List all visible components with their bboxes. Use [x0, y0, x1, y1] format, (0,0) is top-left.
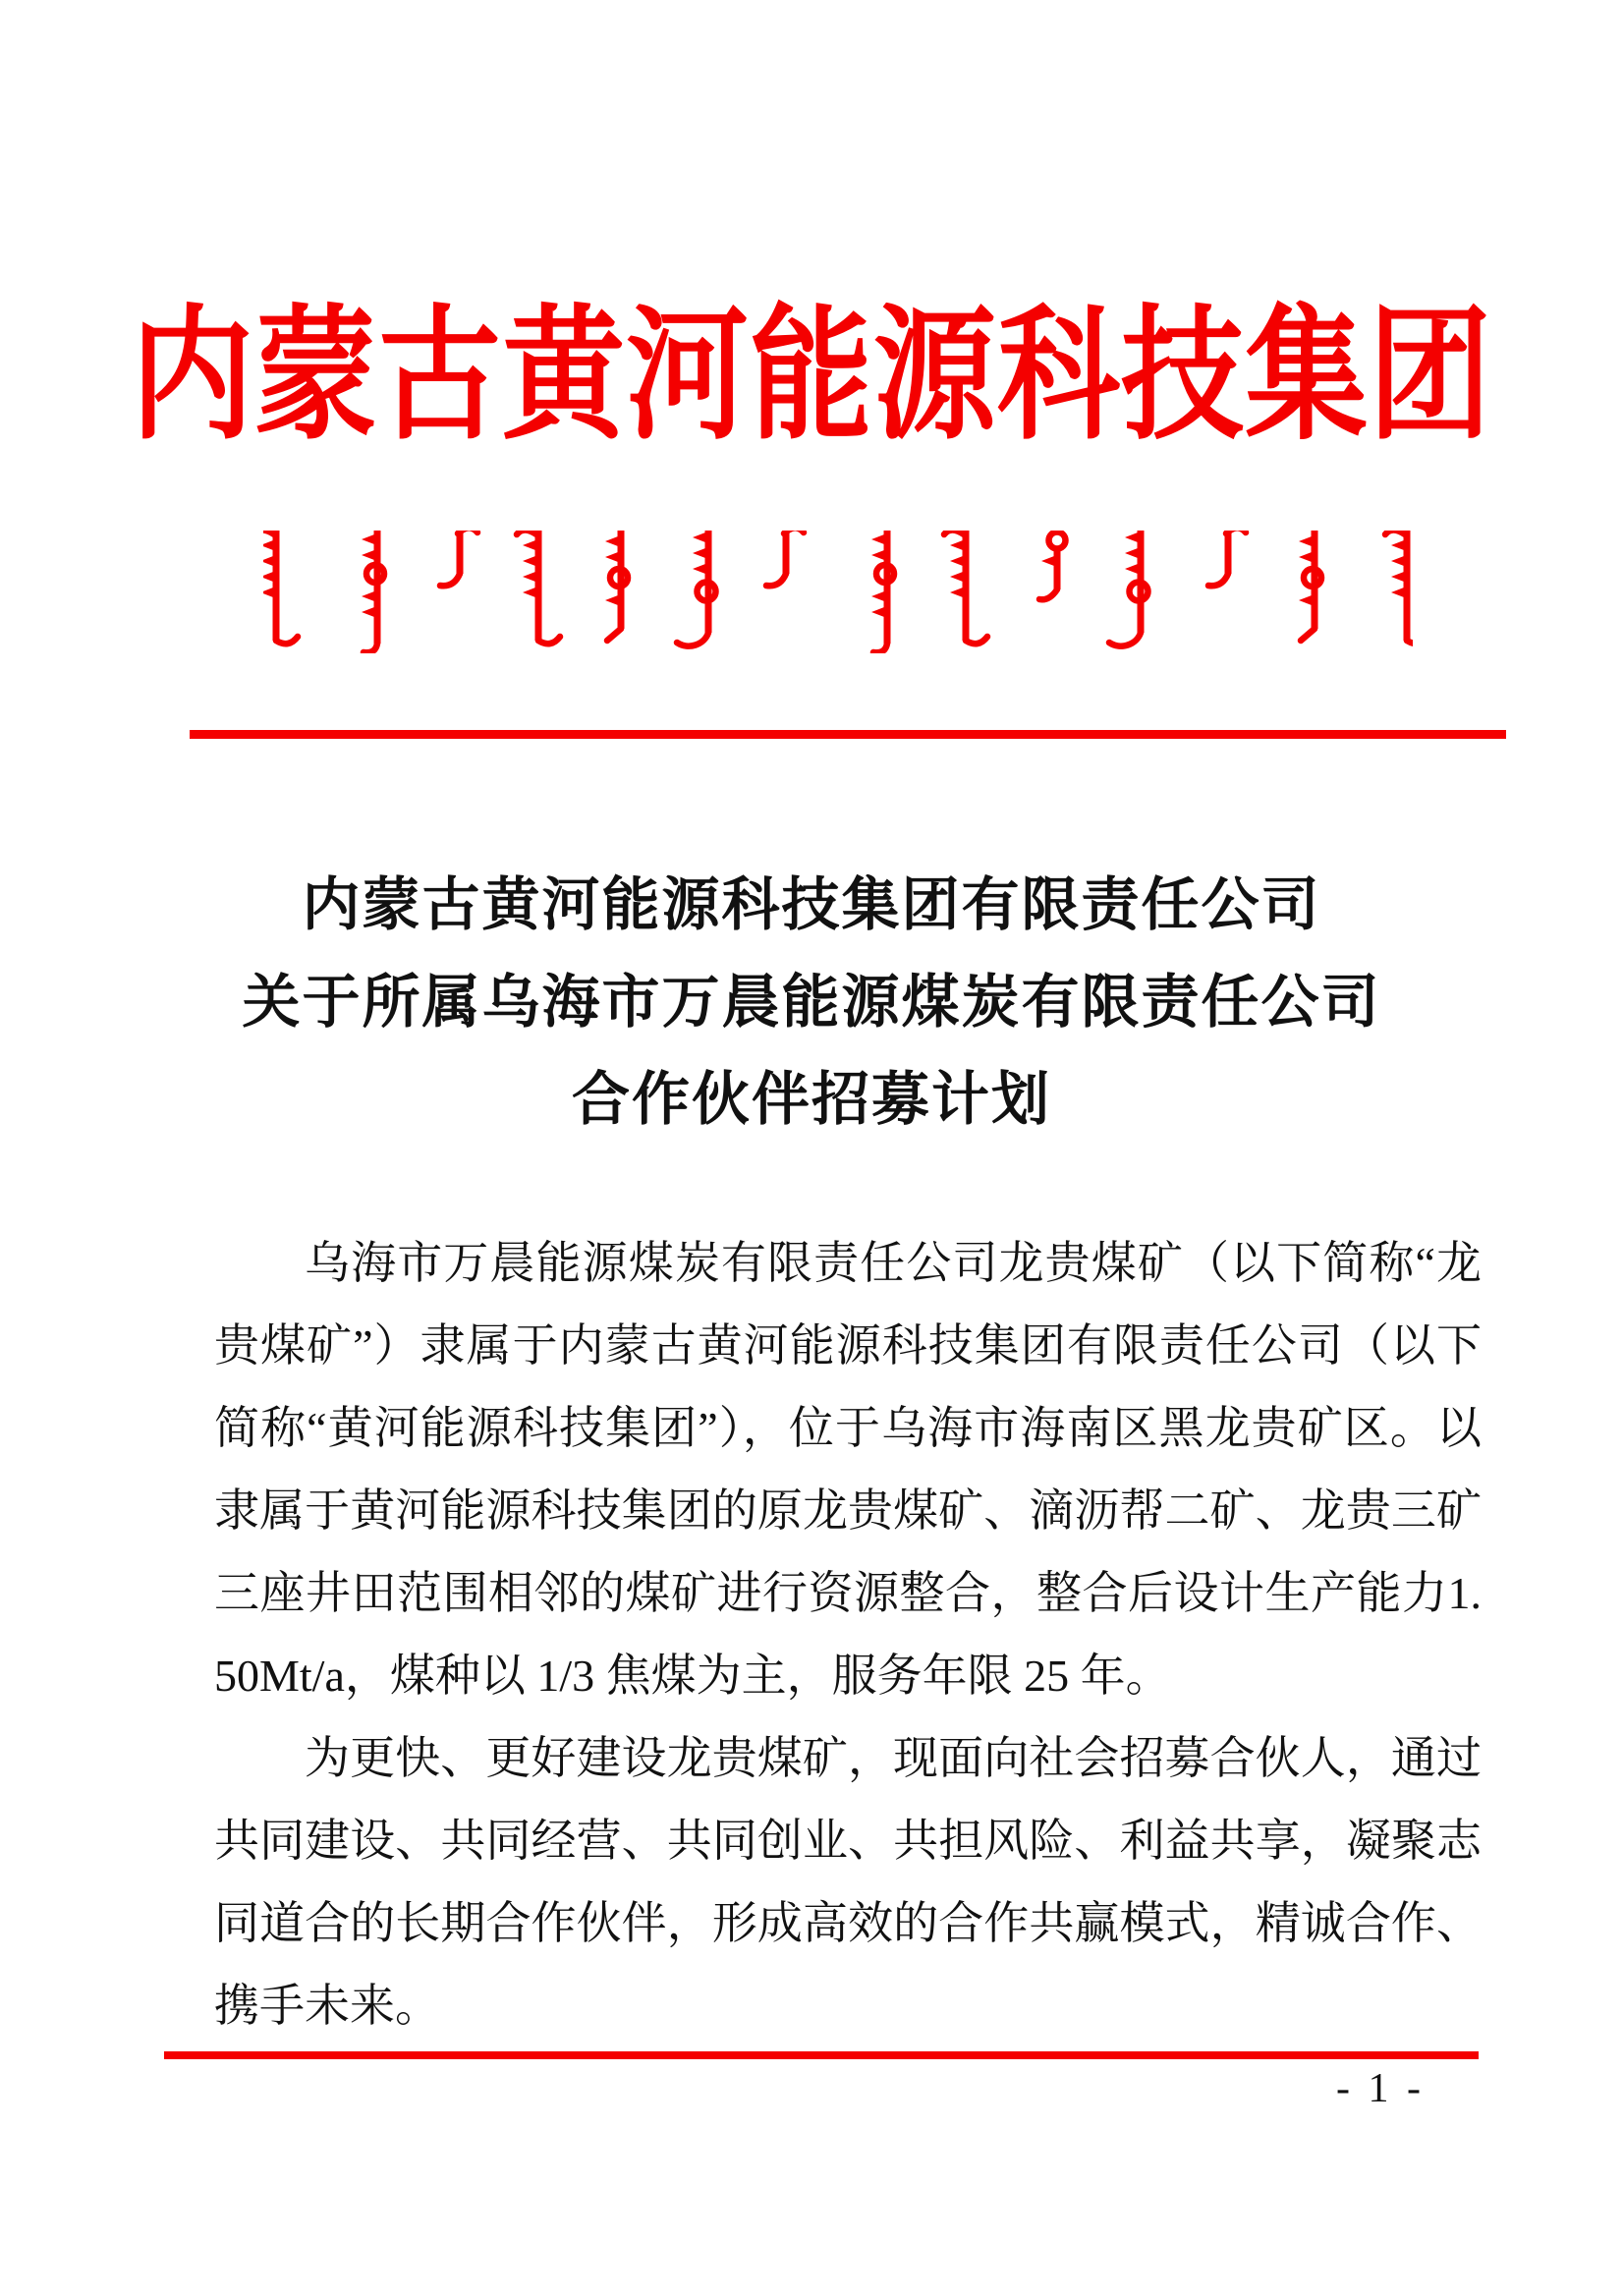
document-body — [214, 1222, 1482, 2047]
red-divider-bottom — [164, 2051, 1479, 2059]
body-paragraph-2: 为更快、更好建设龙贵煤矿，现面向社会招募合伙人，通过共同建设、共同经营、共同创业、共担风险、利益共享，凝聚志同道合的长期合作伙伴，形成高效的合作共赢模式，精诚合作、携手未来。 — [214, 1733, 1482, 2031]
doc-title — [0, 857, 1623, 1148]
body-paragraph-1: 乌海市万晨能源煤炭有限责任公司龙贵煤矿（以下简称“龙贵煤矿”）隶属于内蒙古黄河能源科技集团有限责任公司（以下简称“黄河能源科技集团”），位于乌海市海南区黑龙贵矿区。以隶属于黄河能源科技集团的原龙贵煤矿、滴沥帮二矿、龙贵三矿三座井田范围相邻的煤矿进行资源整合，整合后设计生产能力1.50Mt/a，煤种以 1/3 焦煤为主，服务年限 25 年。 — [214, 1238, 1482, 1701]
page-number: - 1 - — [1336, 2066, 1425, 2111]
mongolian-script-graphic — [263, 531, 1413, 653]
doc-title-line-3: 合作伙伴招募计划 — [571, 1067, 1051, 1132]
doc-title-line-2: 关于所属乌海市万晨能源煤炭有限责任公司 — [242, 970, 1381, 1035]
letterhead-org-title: 内蒙古黄河能源科技集团 — [131, 298, 1492, 458]
doc-title-line-1: 内蒙古黄河能源科技集团有限责任公司 — [302, 872, 1321, 937]
mongolian-script-svg — [263, 531, 1413, 653]
red-divider-top — [190, 730, 1506, 739]
